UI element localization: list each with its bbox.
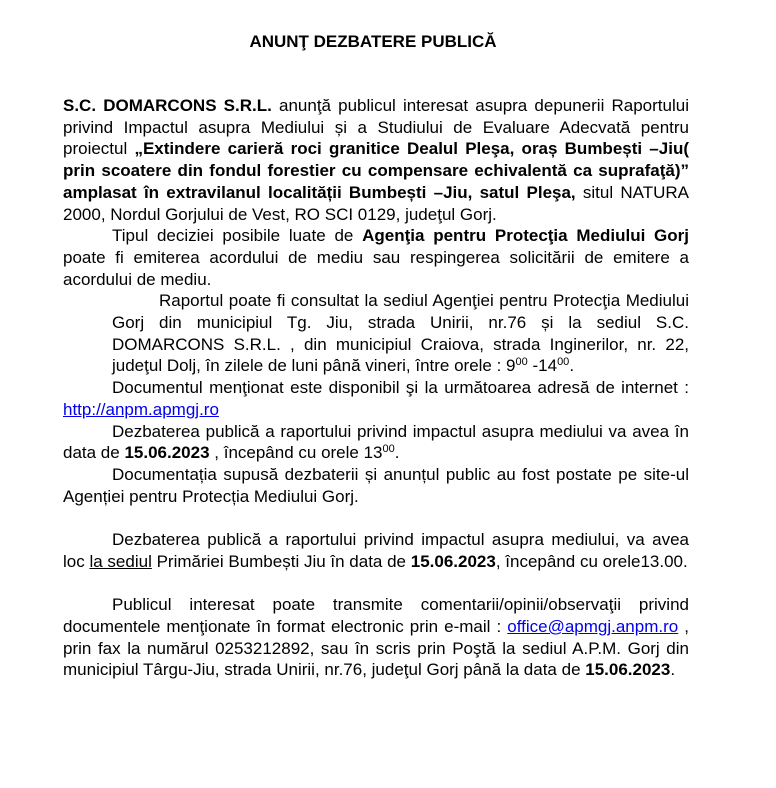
announcement-body [63, 95, 689, 681]
paragraph-online: Documentul menţionat este disponibil şi la următoarea adresă de internet : http://anpm.apmgj.ro [63, 378, 689, 419]
paragraph-consult: Raportul poate fi consultat la sediul Agenţiei pentru Protecţia Mediului Gorj din municipiul Tg. Jiu, strada Unirii, nr.76 și la sediul S.C. DOMARCONS S.R.L. , din municipiul Craiova, strada Inginerilor, nr. 22, judeţul Dolj, în zilele de luni până vineri, între orele : $9^{00}$ $-14^{00}$. [112, 291, 689, 376]
paragraph-decision: Tipul deciziei posibile luate de Agenţia pentru Protecţia Mediului Gorj poate fi emiterea acordului de mediu sau respingerea solicitării de emitere a acordului de mediu. [63, 226, 690, 289]
debate-date: 15.06.2023 [124, 443, 210, 463]
deadline-date: 15.06.2023 [585, 660, 671, 680]
spacer [63, 507, 689, 529]
page-title: ANUNŢ DEZBATERE PUBLICĂ [249, 32, 497, 51]
paragraph-comments: Publicul interesat poate transmite comentarii/opinii/observaţii privind documentele menţionate în format electronic prin e-mail : office@apmgj.anpm.ro , prin fax la numărul 0253212892, sau în scris prin Poştă la sediul A.P.M. Gorj din municipiul Târgu-Jiu, strada Unirii, nr.76, judeţul Gorj până la data de 15.06.2023. [63, 595, 689, 680]
email-link[interactable]: office@apmgj.anpm.ro [507, 616, 679, 636]
website-link[interactable]: http://anpm.apmgj.ro [63, 399, 219, 419]
paragraph-debate-date: Dezbaterea publică a raportului privind impactul asupra mediului va avea în data de 15.06.2023 , începând cu orele $13^{00}$. [63, 421, 689, 463]
paragraph-intro: S.C. DOMARCONS S.R.L. anunţă publicul interesat asupra depunerii Raportului privind Impactul asupra Mediului și a Studiului de Evaluare Adecvată pentru proiectul „Extindere carieră roci granitice Dealul Pleşa, oraș Bumbești –Jiu( prin scoatere din fondul forestier cu compensare echivalentă ca suprafaţă)” amplasat în extravilanul localității Bumbești –Jiu, satul Pleşa, situl NATURA 2000, Nordul Gorjului de Vest, RO SCI 0129, judeţul Gorj. [63, 96, 689, 224]
spacer [63, 572, 689, 594]
agency-name: Agenţia pentru Protecţia Mediului Gorj [362, 226, 690, 246]
company-name: S.C. DOMARCONS S.R.L. [63, 96, 272, 115]
debate-date-2: 15.06.2023 [410, 551, 496, 571]
paragraph-debate-location: Dezbaterea publică a raportului privind impactul asupra mediului, va avea loc la sediul Primăriei Bumbești Jiu în data de 15.06.2023, începând cu orele13.00. [63, 530, 689, 571]
paragraph-documentation: Documentația supusă dezbaterii și anunțul public au fost postate pe site-ul Agenției pentru Protecția Mediului Gorj. [63, 464, 689, 506]
project-name: „Extindere carieră roci granitice Dealul Pleşa, oraș Bumbești –Jiu( prin scoatere din fondul forestier cu compensare echivalentă ca suprafaţă)” amplasat în extravilanul localității Bumbești –Jiu, satul Pleşa, [63, 139, 689, 202]
